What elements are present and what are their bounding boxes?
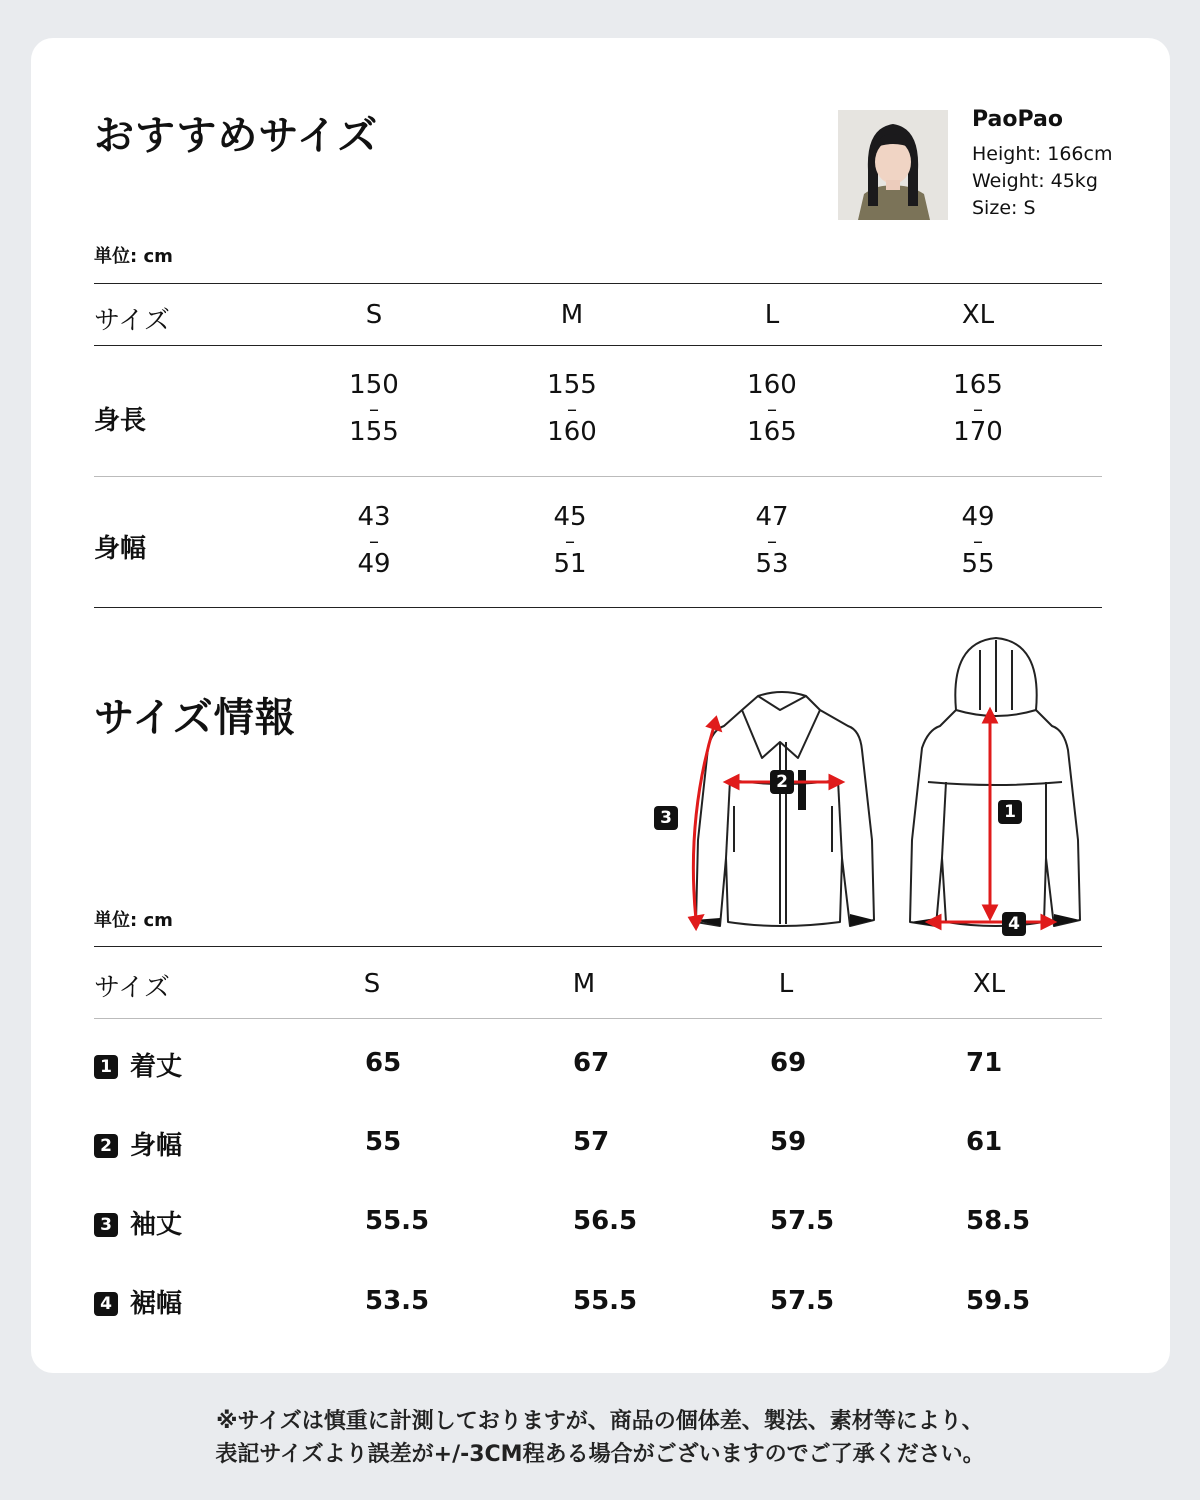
range-min: 49 bbox=[961, 502, 995, 532]
garment-value: 57.5 bbox=[770, 1286, 835, 1316]
model-name: PaoPao bbox=[972, 107, 1063, 132]
garment-value: 57 bbox=[573, 1127, 610, 1157]
garment-value: 58.5 bbox=[966, 1206, 1031, 1236]
jacket-diagram bbox=[650, 630, 1090, 940]
recommend-range bbox=[961, 504, 994, 578]
range-dash: – bbox=[973, 529, 983, 553]
recommend-header-m: M bbox=[560, 300, 584, 330]
garment-value: 65 bbox=[365, 1048, 402, 1078]
garment-header-label: サイズ bbox=[94, 973, 170, 1003]
range-dash: – bbox=[368, 397, 379, 421]
garment-row-label bbox=[94, 1204, 182, 1241]
range-dash: – bbox=[972, 397, 983, 421]
garment-header-xl: XL bbox=[972, 969, 1006, 999]
garment-value: 69 bbox=[770, 1048, 807, 1078]
garment-value: 57.5 bbox=[770, 1206, 835, 1236]
badge-3-icon: 3 bbox=[654, 806, 678, 830]
garment-unit: 単位: cm bbox=[94, 910, 173, 931]
row-label-text: 着丈 bbox=[130, 1052, 183, 1082]
range-dash: – bbox=[369, 529, 379, 553]
garment-value: 61 bbox=[966, 1127, 1003, 1157]
range-min: 43 bbox=[357, 502, 391, 532]
disclaimer-line-2: 表記サイズより誤差が+/-3CM程ある場合がございますのでご了承ください。 bbox=[215, 1442, 985, 1467]
garment-row-label bbox=[94, 1125, 182, 1162]
garment-value: 67 bbox=[573, 1048, 610, 1078]
badge-1-icon: 1 bbox=[94, 1055, 118, 1079]
garment-value: 55 bbox=[365, 1127, 402, 1157]
garment-value: 56.5 bbox=[573, 1206, 638, 1236]
recommend-range bbox=[755, 504, 788, 578]
recommend-header-l: L bbox=[764, 300, 780, 330]
range-max: 170 bbox=[953, 417, 1003, 447]
range-min: 160 bbox=[747, 370, 797, 400]
disclaimer-line-1: ※サイズは慎重に計測しておりますが、商品の個体差、製法、素材等により、 bbox=[216, 1409, 984, 1434]
model-photo bbox=[838, 110, 948, 220]
recommend-range bbox=[547, 372, 597, 446]
divider bbox=[94, 607, 1102, 608]
garment-value: 59 bbox=[770, 1127, 807, 1157]
badge-4-icon: 4 bbox=[94, 1292, 118, 1316]
recommend-range bbox=[953, 372, 1003, 446]
garment-header-s: S bbox=[363, 969, 381, 999]
badge-2-icon: 2 bbox=[770, 770, 794, 794]
range-max: 49 bbox=[357, 549, 391, 579]
garment-header-l: L bbox=[778, 969, 794, 999]
divider bbox=[94, 283, 1102, 284]
recommend-range bbox=[357, 504, 390, 578]
garment-header-m: M bbox=[572, 969, 596, 999]
garment-value: 55.5 bbox=[573, 1286, 638, 1316]
recommend-header-label: サイズ bbox=[94, 306, 170, 336]
garment-value: 55.5 bbox=[365, 1206, 430, 1236]
garment-value: 71 bbox=[966, 1048, 1003, 1078]
range-max: 160 bbox=[547, 417, 597, 447]
model-height: Height: 166cm bbox=[972, 143, 1113, 165]
range-max: 165 bbox=[747, 417, 797, 447]
range-min: 150 bbox=[349, 370, 399, 400]
recommend-unit: 単位: cm bbox=[94, 246, 173, 267]
row-label-text: 裾幅 bbox=[130, 1289, 183, 1319]
divider bbox=[94, 946, 1102, 947]
badge-1-icon: 1 bbox=[998, 800, 1022, 824]
jacket-measurement-diagram-icon bbox=[650, 630, 1090, 940]
range-dash: – bbox=[566, 397, 577, 421]
recommend-row-label: 身長 bbox=[94, 406, 147, 436]
row-label-text: 身幅 bbox=[130, 1131, 183, 1161]
divider bbox=[94, 476, 1102, 477]
range-max: 55 bbox=[961, 549, 995, 579]
range-min: 45 bbox=[553, 502, 587, 532]
model-weight: Weight: 45kg bbox=[972, 170, 1098, 192]
garment-value: 59.5 bbox=[966, 1286, 1031, 1316]
badge-2-icon: 2 bbox=[94, 1134, 118, 1158]
range-dash: – bbox=[767, 529, 777, 553]
badge-4-icon: 4 bbox=[1002, 912, 1026, 936]
model-avatar-icon bbox=[838, 110, 948, 220]
garment-title: サイズ情報 bbox=[94, 695, 296, 741]
recommend-range bbox=[747, 372, 797, 446]
recommend-range bbox=[553, 504, 586, 578]
divider bbox=[94, 345, 1102, 346]
range-max: 53 bbox=[755, 549, 789, 579]
garment-value: 53.5 bbox=[365, 1286, 430, 1316]
range-min: 47 bbox=[755, 502, 789, 532]
row-label-text: 袖丈 bbox=[130, 1210, 183, 1240]
divider bbox=[94, 1018, 1102, 1019]
range-min: 155 bbox=[547, 370, 597, 400]
recommend-header-xl: XL bbox=[961, 300, 995, 330]
model-size: Size: S bbox=[972, 197, 1036, 219]
range-max: 51 bbox=[553, 549, 587, 579]
badge-3-icon: 3 bbox=[94, 1213, 118, 1237]
range-min: 165 bbox=[953, 370, 1003, 400]
disclaimer-note bbox=[0, 1405, 1200, 1471]
recommend-range bbox=[349, 372, 399, 446]
recommend-row-label: 身幅 bbox=[94, 534, 147, 564]
model-info bbox=[972, 106, 1112, 222]
range-dash: – bbox=[766, 397, 777, 421]
range-max: 155 bbox=[349, 417, 399, 447]
garment-row-label bbox=[94, 1046, 182, 1083]
recommend-title: おすすめサイズ bbox=[94, 113, 379, 159]
range-dash: – bbox=[565, 529, 575, 553]
recommend-header-s: S bbox=[365, 300, 383, 330]
garment-row-label bbox=[94, 1283, 182, 1320]
